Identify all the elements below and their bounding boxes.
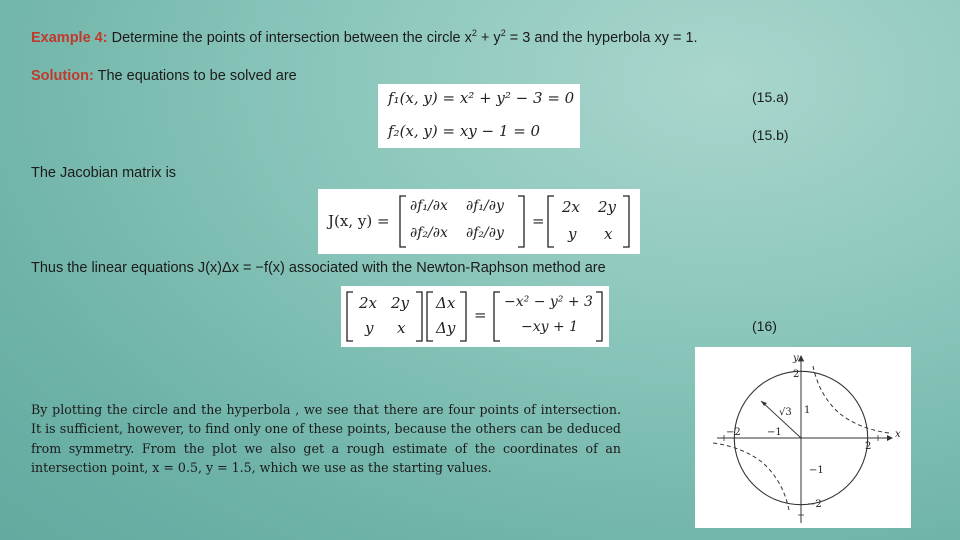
jacobian-m11: ∂f₁/∂x (410, 198, 448, 214)
x-axis-arrow (887, 435, 893, 441)
plot-tick-x2: 2 (865, 441, 872, 452)
plot-tick-ym2: −2 (807, 499, 822, 510)
solution-label: Solution: (31, 68, 94, 84)
circle-hyperbola-plot (695, 347, 911, 528)
plot-x-label: x (895, 429, 901, 440)
example-text-a: Determine the points of intersection between the circle x (111, 30, 472, 46)
sup-1: 2 (471, 28, 477, 39)
linear-b2: −xy + 1 (521, 319, 579, 335)
plot-tick-y1: 1 (804, 405, 811, 416)
plot-tick-ym1: −1 (809, 465, 824, 476)
jacobian-r21: y (568, 225, 577, 243)
jacobian-m21: ∂f₂/∂x (410, 225, 448, 241)
jacobian-box (318, 189, 640, 254)
jacobian-r22: x (604, 225, 613, 243)
equation-number-16: (16) (752, 318, 777, 334)
jacobian-lhs: J(x, y) = (328, 212, 390, 230)
linear-equals: = (474, 306, 487, 324)
plot-tick-xm2: −2 (726, 427, 741, 438)
example-text-c: = 3 and the hyperbola xy = 1. (505, 30, 698, 46)
equation-f2: f₂(x, y) = xy − 1 = 0 (388, 122, 541, 140)
equation-f1: f₁(x, y) = x² + y² − 3 = 0 (388, 89, 575, 107)
plot-radius-label: √3 (779, 407, 792, 418)
linear-b1: −x² − y² + 3 (504, 294, 593, 310)
example-label: Example 4: (31, 30, 108, 46)
linear-intro: Thus the linear equations J(x)Δx = −f(x) associated with the Newton-Raphson method are (31, 260, 606, 276)
plot-y-label: y (793, 353, 799, 364)
example-text-b: + y (476, 30, 501, 46)
linear-d2: Δy (436, 319, 456, 337)
sup-2: 2 (500, 28, 506, 39)
example-heading (31, 30, 698, 46)
jacobian-m12: ∂f₁/∂y (466, 198, 504, 214)
jacobian-r11: 2x (562, 198, 581, 216)
linear-a12: 2y (391, 294, 410, 312)
explanation-paragraph: By plotting the circle and the hyperbola , we see that there are four points of intersection. It is sufficient, however, to find only one of these points, because the others can be deduced from symmetry. From the plot we also get a rough estimate of the coordinates of an intersection point, x = 0.5, y = 1.5, which we use as the starting values. (31, 402, 621, 475)
linear-d1: Δx (436, 294, 456, 312)
jacobian-intro: The Jacobian matrix is (31, 165, 177, 181)
jacobian-m22: ∂f₂/∂y (466, 225, 504, 241)
equation-15-box (378, 84, 580, 148)
jacobian-equals: = (532, 212, 545, 230)
solution-text: The equations to be solved are (97, 68, 297, 84)
jacobian-r12: 2y (598, 198, 617, 216)
equation-number-15a: (15.a) (752, 89, 789, 105)
solution-heading (31, 68, 297, 84)
plot-tick-xm1: −1 (767, 427, 782, 438)
plot-tick-y2: 2 (793, 369, 800, 380)
linear-a11: 2x (359, 294, 378, 312)
linear-a22: x (397, 319, 406, 337)
linear-a21: y (365, 319, 374, 337)
equation-number-15b: (15.b) (752, 127, 789, 143)
linear-system-box (341, 286, 609, 347)
